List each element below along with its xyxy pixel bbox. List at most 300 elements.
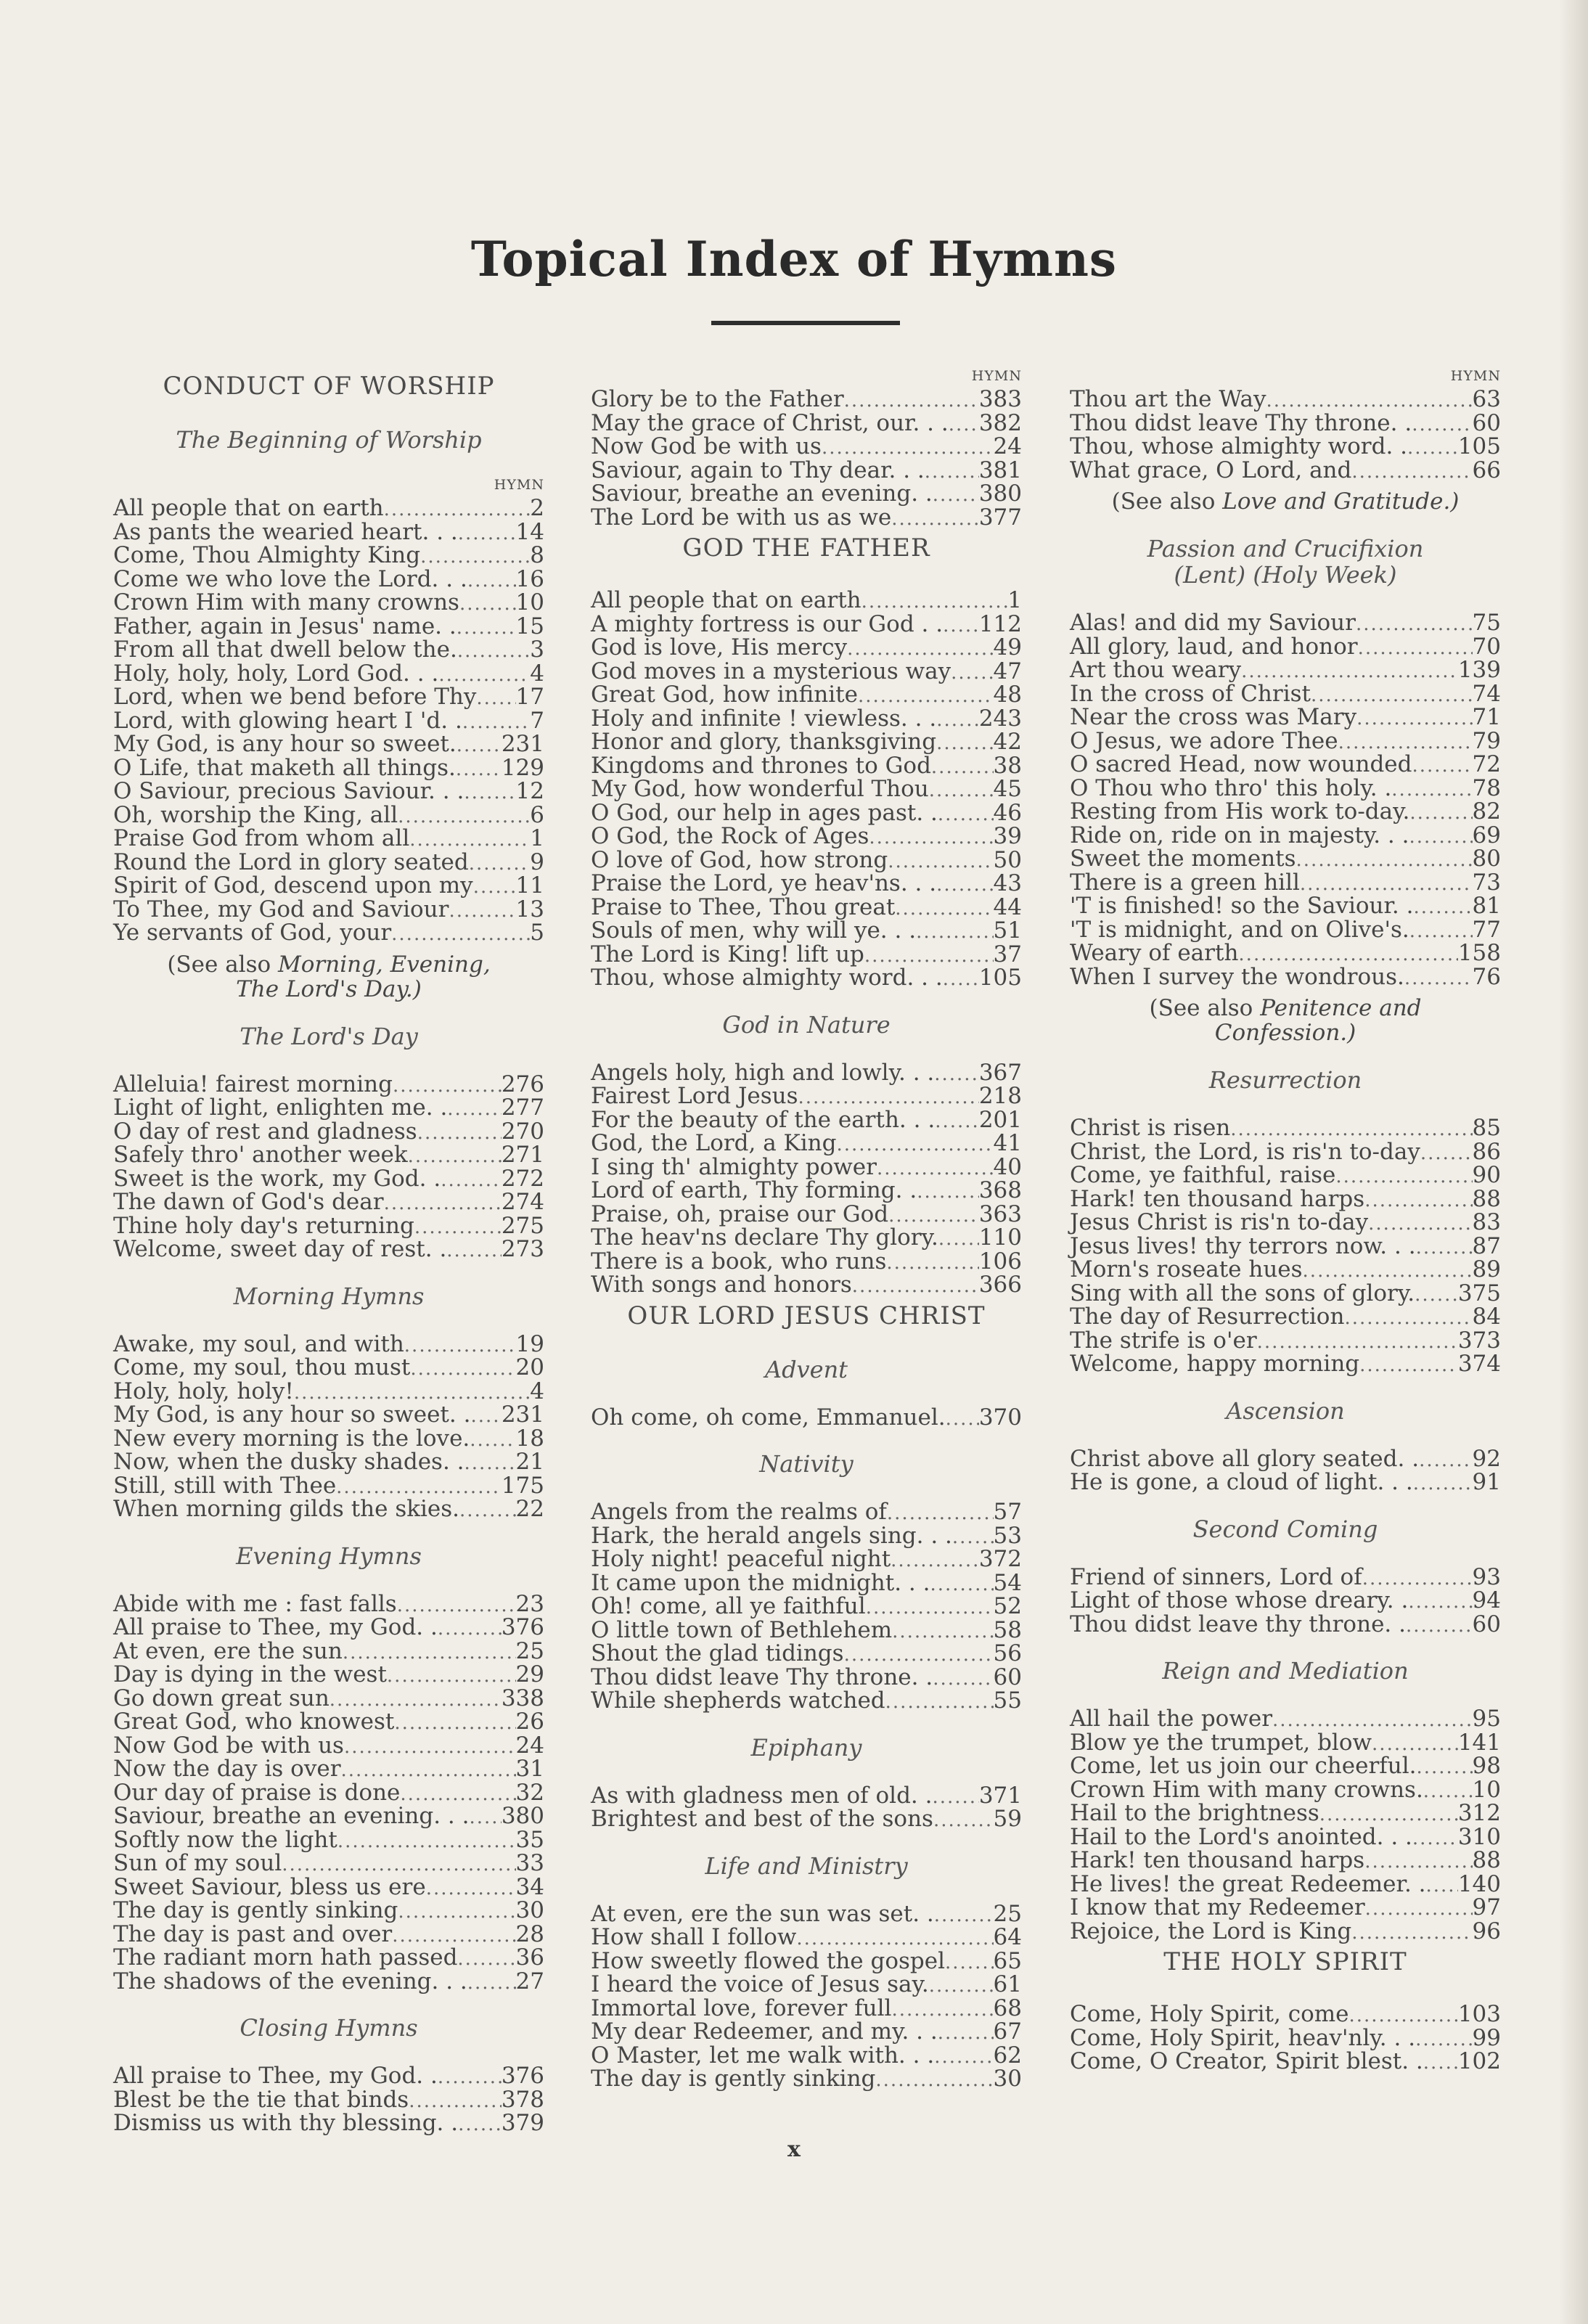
index-entry <box>113 827 544 851</box>
index-entry <box>591 1132 1022 1155</box>
hymn-number: 11 <box>515 872 544 899</box>
index-entry <box>591 1666 1022 1690</box>
hymn-number: 30 <box>515 1897 544 1923</box>
hymn-number: 88 <box>1472 1847 1501 1873</box>
index-entry <box>113 1710 544 1734</box>
entry-title: Ye servants of God, your <box>113 920 392 946</box>
subheading <box>1070 536 1501 588</box>
index-entry <box>113 565 544 592</box>
dot-leader <box>943 967 979 991</box>
see-also-reference: Love and Gratitude.) <box>1222 488 1460 515</box>
subheading-text: Second Coming <box>1192 1515 1378 1543</box>
index-entry <box>1070 409 1501 436</box>
page-title: Topical Index of Hymns <box>470 231 1118 287</box>
dot-leader <box>1368 1212 1472 1236</box>
hymn-number: 310 <box>1457 1823 1501 1850</box>
entry-title: Thou didst leave thy throne. . <box>1070 1611 1406 1637</box>
entry-title: The radiant morn hath passed <box>113 1944 458 1971</box>
index-entry <box>591 2067 1022 2091</box>
dot-leader <box>1365 1897 1473 1921</box>
dot-leader <box>337 1830 516 1854</box>
index-entry <box>113 1804 544 1828</box>
index-entry <box>1070 1163 1501 1187</box>
index-entry <box>1070 705 1501 729</box>
entry-title: The Lord be with us as we <box>591 504 892 531</box>
entry-title: Hail to the Lord's anointed. . . <box>1070 1823 1412 1850</box>
hymn-list <box>1070 1563 1501 1637</box>
see-also-reference-continued: The Lord's Day.) <box>236 975 422 1002</box>
entry-title: Immortal love, forever full <box>591 1994 892 2021</box>
index-entry <box>591 435 1022 459</box>
entry-title: Come, Holy Spirit, heav'nly. . . <box>1070 2024 1416 2051</box>
hymn-number: 367 <box>978 1059 1022 1086</box>
dot-leader <box>446 1239 502 1263</box>
index-entry <box>591 482 1022 506</box>
category-heading: CONDUCT OF WORSHIP <box>163 372 495 401</box>
hymn-number: 24 <box>515 1732 544 1759</box>
index-entry <box>113 1616 544 1640</box>
index-entry <box>1070 1707 1501 1731</box>
dot-leader <box>951 661 993 685</box>
see-also-note <box>1070 489 1501 514</box>
dot-leader <box>931 756 994 780</box>
entry-title: Come we who love the Lord. . . <box>113 565 467 592</box>
index-entry <box>591 1949 1022 1973</box>
entry-title: O God, our help in ages past. . <box>591 799 938 826</box>
entry-title: Come, O Creator, Spirit blest. . <box>1070 2048 1423 2074</box>
dot-leader <box>1344 1306 1472 1330</box>
subheading-text: Reign and Mediation <box>1162 1657 1409 1685</box>
entry-title: All praise to Thee, my God. . <box>113 1614 438 1640</box>
see-also-reference: Penitence and <box>1260 995 1422 1021</box>
index-entry <box>1070 1258 1501 1282</box>
entry-title: Father, again in Jesus' name. . <box>113 613 457 639</box>
dot-leader <box>394 1711 515 1735</box>
entry-title: The Lord is King! lift up <box>591 941 864 967</box>
entry-title: Weary of earth <box>1070 940 1239 966</box>
dot-leader <box>933 483 979 507</box>
dot-leader <box>934 1063 979 1087</box>
subheading-text: Resurrection <box>1208 1066 1362 1094</box>
hymn-number: 273 <box>501 1236 544 1262</box>
entry-title: Thou didst leave Thy throne. . <box>1070 409 1412 436</box>
hymn-number: 376 <box>501 2063 544 2089</box>
dot-leader <box>470 1404 501 1428</box>
hymn-number: 375 <box>1457 1280 1501 1306</box>
subheading-text: Morning Hymns <box>233 1282 425 1310</box>
dot-leader <box>946 1407 979 1431</box>
entry-title: Thou, whose almighty word. . <box>1070 433 1408 459</box>
entry-title: Oh, worship the King, all <box>113 801 398 828</box>
dot-leader <box>476 687 515 711</box>
entry-title: Light of light, enlighten me. . <box>113 1095 448 1121</box>
hymn-number: 26 <box>515 1709 544 1735</box>
index-entry <box>113 1875 544 1899</box>
entry-title: To Thee, my God and Saviour <box>113 896 449 922</box>
hymn-number: 231 <box>501 731 544 757</box>
hymn-number: 243 <box>978 705 1022 732</box>
hymn-number: 54 <box>993 1569 1022 1596</box>
hymn-number: 381 <box>978 457 1022 483</box>
index-entry <box>113 662 544 686</box>
hymn-column-label: HYMN <box>1450 368 1501 384</box>
dot-leader <box>887 1502 994 1526</box>
dot-leader <box>1364 1850 1472 1874</box>
hymn-number: 77 <box>1472 916 1501 943</box>
subheading <box>113 427 544 453</box>
entry-title: Come, my soul, thou must <box>113 1354 411 1380</box>
dot-leader <box>1266 389 1473 413</box>
index-entry <box>1070 1778 1501 1802</box>
entry-title: What grace, O Lord, and <box>1070 457 1352 483</box>
dot-leader <box>282 1853 515 1877</box>
index-entry <box>591 1500 1022 1524</box>
index-entry <box>113 1828 544 1852</box>
hymn-number: 372 <box>978 1546 1022 1572</box>
entry-title: A mighty fortress is our God . . <box>591 610 944 637</box>
dot-leader <box>467 1971 516 1995</box>
dot-leader <box>844 389 979 413</box>
entry-title: He is gone, a cloud of light. . . <box>1070 1469 1413 1495</box>
dot-leader <box>891 507 979 531</box>
entry-title: Near the cross was Mary <box>1070 704 1357 730</box>
index-entry <box>1070 1140 1501 1164</box>
entry-title: O Thou who thro' this holy. . <box>1070 774 1392 801</box>
subheading-text: Passion and Crucifixion <box>1147 535 1424 562</box>
page-number: x <box>787 2137 801 2162</box>
hymn-number: 57 <box>993 1499 1022 1525</box>
index-entry <box>113 1356 544 1380</box>
dot-leader <box>1417 1756 1473 1780</box>
see-also-note <box>1070 996 1501 1045</box>
dot-leader <box>384 1192 502 1216</box>
dot-leader <box>933 1667 993 1691</box>
dot-leader <box>464 1452 516 1476</box>
dot-leader <box>438 2066 502 2090</box>
index-entry <box>113 803 544 827</box>
index-entry <box>1070 1896 1501 1920</box>
dot-leader <box>891 1549 979 1573</box>
hymn-number: 94 <box>1472 1587 1501 1613</box>
hymn-list <box>113 1330 544 1522</box>
hymn-number: 75 <box>1472 610 1501 636</box>
entry-title: The day is gently sinking <box>591 2066 876 2092</box>
index-entry <box>591 388 1022 412</box>
hymn-number: 48 <box>993 682 1022 708</box>
index-entry <box>591 1250 1022 1274</box>
dot-leader <box>1238 943 1457 967</box>
dot-leader <box>1409 801 1472 825</box>
hymn-number: 20 <box>515 1354 544 1380</box>
entry-title: Holy, holy, holy! <box>113 1378 294 1404</box>
hymn-list <box>591 1406 1022 1430</box>
hymn-number: 52 <box>993 1593 1022 1619</box>
index-entry <box>1070 435 1501 459</box>
hymn-number: 376 <box>501 1614 544 1640</box>
dot-leader <box>798 1086 979 1110</box>
dot-leader <box>404 1334 516 1358</box>
index-entry <box>591 1807 1022 1831</box>
index-entry <box>591 848 1022 872</box>
entry-title: Light of those whose dreary. . <box>1070 1587 1409 1613</box>
dot-leader <box>938 2021 994 2045</box>
entry-title: Spirit of God, descend upon my <box>113 872 473 899</box>
index-entry <box>113 1781 544 1805</box>
index-entry <box>113 1687 544 1711</box>
index-entry <box>113 591 544 615</box>
hymn-number: 71 <box>1472 704 1501 730</box>
index-entry <box>113 2088 544 2112</box>
hymn-number: 35 <box>515 1826 544 1853</box>
hymn-number: 38 <box>993 752 1022 779</box>
hymn-number: 36 <box>515 1944 544 1971</box>
index-entry <box>1070 965 1501 989</box>
hymn-number: 175 <box>501 1472 544 1499</box>
entry-title: Crown Him with many crowns. <box>1070 1776 1423 1803</box>
dot-leader <box>1413 1472 1473 1496</box>
index-entry <box>113 496 544 520</box>
index-entry <box>113 780 544 803</box>
hymn-number: 56 <box>993 1640 1022 1666</box>
entry-title: All people that on earth <box>113 495 384 521</box>
hymn-number: 25 <box>993 1900 1022 1927</box>
hymn-number: 64 <box>993 1924 1022 1950</box>
dot-leader <box>936 708 979 732</box>
hymn-number: 2 <box>530 495 544 521</box>
hymn-number: 58 <box>993 1616 1022 1643</box>
dot-leader <box>916 920 993 944</box>
hymn-number: 96 <box>1472 1918 1501 1944</box>
hymn-number: 277 <box>501 1095 544 1121</box>
dot-leader <box>852 1274 979 1298</box>
hymn-number: 81 <box>1472 893 1501 919</box>
dot-leader <box>438 1617 502 1641</box>
index-entry <box>1070 774 1501 801</box>
dot-leader <box>1351 1921 1472 1945</box>
dot-leader <box>408 1145 502 1169</box>
subheading <box>113 1283 544 1309</box>
entry-title: Thou, whose almighty word. . . <box>591 965 943 991</box>
hymn-number: 377 <box>978 504 1022 531</box>
index-entry <box>591 730 1022 754</box>
dot-leader <box>875 2069 993 2092</box>
dot-leader <box>1296 848 1473 872</box>
hymn-number: 60 <box>1472 1611 1501 1637</box>
index-entry <box>1070 1920 1501 1944</box>
hymn-number: 10 <box>1472 1776 1501 1803</box>
hymn-number: 374 <box>1457 1351 1501 1377</box>
hymn-number: 371 <box>978 1782 1022 1809</box>
entry-title: While shepherds watched <box>591 1687 885 1714</box>
hymn-number: 6 <box>530 801 544 828</box>
dot-leader <box>457 616 516 640</box>
dot-leader <box>1412 754 1472 778</box>
entry-title: Sweet is the work, my God. . <box>113 1165 441 1192</box>
subheading <box>113 1543 544 1569</box>
hymn-number: 25 <box>515 1637 544 1664</box>
dot-leader <box>844 1643 994 1667</box>
dot-leader <box>1272 1709 1473 1732</box>
index-entry <box>1070 1731 1501 1755</box>
entry-title: Souls of men, why will ye. . . <box>591 917 917 944</box>
index-entry <box>591 2044 1022 2068</box>
dot-leader <box>1407 436 1458 460</box>
entry-title: Softly now the light <box>113 1826 337 1853</box>
index-entry <box>591 2020 1022 2044</box>
entry-title: Holy night! peaceful night <box>591 1546 891 1572</box>
entry-title: Dismiss us with thy blessing. . <box>113 2110 459 2136</box>
subheading <box>113 2015 544 2041</box>
subheading <box>1070 1398 1501 1424</box>
index-entry <box>113 1143 544 1167</box>
dot-leader <box>933 1809 994 1833</box>
hymn-number: 46 <box>993 799 1022 826</box>
dot-leader <box>858 684 994 708</box>
index-entry <box>113 1497 544 1521</box>
hymn-column-label: HYMN <box>494 477 544 493</box>
index-entry <box>591 919 1022 943</box>
entry-title: Holy, holy, holy, Lord God. . . <box>113 660 439 687</box>
dot-leader <box>938 1227 979 1251</box>
index-entry <box>591 1994 1022 2021</box>
dot-leader <box>1359 1354 1458 1378</box>
index-entry <box>113 1663 544 1687</box>
index-entry <box>1070 1470 1501 1494</box>
entry-title: O love of God, how strong <box>591 846 888 873</box>
hymn-number: 67 <box>993 2018 1022 2045</box>
index-entry <box>113 874 544 898</box>
dot-leader <box>932 1785 978 1809</box>
hymn-number: 8 <box>530 542 544 568</box>
hymn-number: 103 <box>1457 2001 1501 2027</box>
entry-title: Christ above all glory seated. . <box>1070 1445 1420 1472</box>
entry-title: Still, still with Thee <box>113 1472 337 1499</box>
index-entry <box>1070 1116 1501 1140</box>
dot-leader <box>457 734 502 758</box>
hymn-number: 21 <box>515 1449 544 1475</box>
index-entry <box>1070 1282 1501 1306</box>
hymn-number: 15 <box>515 613 544 639</box>
subheading-text-secondary: (Lent) (Holy Week) <box>1174 561 1397 589</box>
entry-title: Hark! ten thousand harps <box>1070 1847 1365 1873</box>
hymn-number: 29 <box>515 1661 544 1687</box>
index-entry <box>113 921 544 945</box>
index-entry <box>113 1734 544 1758</box>
dot-leader <box>936 732 993 756</box>
hymn-number: 80 <box>1472 846 1501 872</box>
category-heading: OUR LORD JESUS CHRIST <box>627 1301 986 1330</box>
index-entry <box>591 1155 1022 1179</box>
hymn-number: 76 <box>1472 963 1501 990</box>
entry-title: There is a green hill <box>1070 869 1300 896</box>
hymn-number: 91 <box>1472 1469 1501 1495</box>
hymn-number: 66 <box>1472 457 1501 483</box>
subheading <box>591 1853 1022 1879</box>
index-entry <box>1070 753 1501 777</box>
index-entry <box>591 872 1022 896</box>
index-entry <box>113 756 544 780</box>
hymn-list <box>113 1592 544 1994</box>
dot-leader <box>420 545 530 569</box>
entry-title: God, the Lord, a King <box>591 1130 837 1156</box>
entry-title: The dawn of God's dear <box>113 1189 384 1215</box>
entry-title: God is love, His mercy <box>591 634 848 660</box>
hymn-number: 276 <box>501 1071 544 1097</box>
index-entry <box>113 1474 544 1498</box>
entry-title: Shout the glad tidings <box>591 1640 844 1666</box>
dot-leader <box>459 1499 516 1523</box>
index-entry <box>591 1571 1022 1595</box>
hymn-number: 363 <box>978 1200 1022 1227</box>
dot-leader <box>1419 1449 1472 1473</box>
see-also-reference-continued: Confession.) <box>1214 1020 1356 1046</box>
dot-leader <box>1416 1236 1473 1260</box>
hymn-number: 37 <box>993 941 1022 967</box>
entry-title: Sing with all the sons of glory. <box>1070 1280 1415 1306</box>
entry-title: As pants the wearied heart. . . <box>113 518 458 545</box>
entry-title: Jesus lives! thy terrors now. . . <box>1070 1232 1416 1259</box>
index-entry <box>113 1427 544 1451</box>
hymn-number: 17 <box>515 684 544 710</box>
see-also-note <box>113 952 544 1002</box>
category-heading: GOD THE FATHER <box>682 533 930 562</box>
index-entry <box>1070 682 1501 706</box>
hymn-list <box>113 2064 544 2135</box>
index-column-3 <box>1070 367 1501 2074</box>
subheading-text: The Lord's Day <box>240 1022 418 1050</box>
hymn-number: 271 <box>501 1142 544 1168</box>
index-entry <box>1070 1187 1501 1211</box>
entry-title: As with gladness men of old. . <box>591 1782 933 1809</box>
dot-leader <box>457 639 530 663</box>
hymn-number: 40 <box>993 1153 1022 1180</box>
entry-title: Friend of sinners, Lord of <box>1070 1563 1362 1590</box>
index-entry <box>1070 1329 1501 1353</box>
subheading-text: Life and Ministry <box>705 1852 908 1880</box>
entry-title: My God, is any hour so sweet. <box>113 731 457 757</box>
entry-title: Praise the Lord, ye heav'ns. . . <box>591 870 937 896</box>
entry-title: Now God be with us <box>113 1732 344 1759</box>
entry-title: Day is dying in the west <box>113 1661 387 1687</box>
hymn-number: 312 <box>1457 1800 1501 1826</box>
index-entry <box>113 1214 544 1238</box>
hymn-number: 383 <box>978 386 1022 412</box>
entry-title: Come, ye faithful, raise <box>1070 1162 1336 1188</box>
hymn-number: 9 <box>530 848 544 875</box>
see-also-prefix: (See also <box>167 951 279 978</box>
hymn-number: 3 <box>530 637 544 663</box>
hymn-number: 368 <box>978 1177 1022 1203</box>
entry-title: God moves in a mysterious way <box>591 658 951 684</box>
index-entry <box>113 685 544 709</box>
hymn-number: 84 <box>1472 1304 1501 1330</box>
entry-title: There is a book, who runs <box>591 1248 887 1274</box>
entry-title: Safely thro' another week <box>113 1142 408 1168</box>
index-entry <box>1070 918 1501 942</box>
dot-leader <box>344 1735 516 1759</box>
dot-leader <box>949 413 979 437</box>
index-entry <box>113 520 544 544</box>
index-entry <box>591 801 1022 825</box>
hymn-list <box>591 1061 1022 1297</box>
hymn-list <box>113 1073 544 1261</box>
hymn-number: 85 <box>1472 1115 1501 1141</box>
entry-title: Round the Lord in glory seated <box>113 848 469 875</box>
index-entry <box>591 1273 1022 1297</box>
hymn-number: 129 <box>501 754 544 781</box>
dot-leader <box>1420 1142 1473 1166</box>
index-entry <box>591 459 1022 483</box>
